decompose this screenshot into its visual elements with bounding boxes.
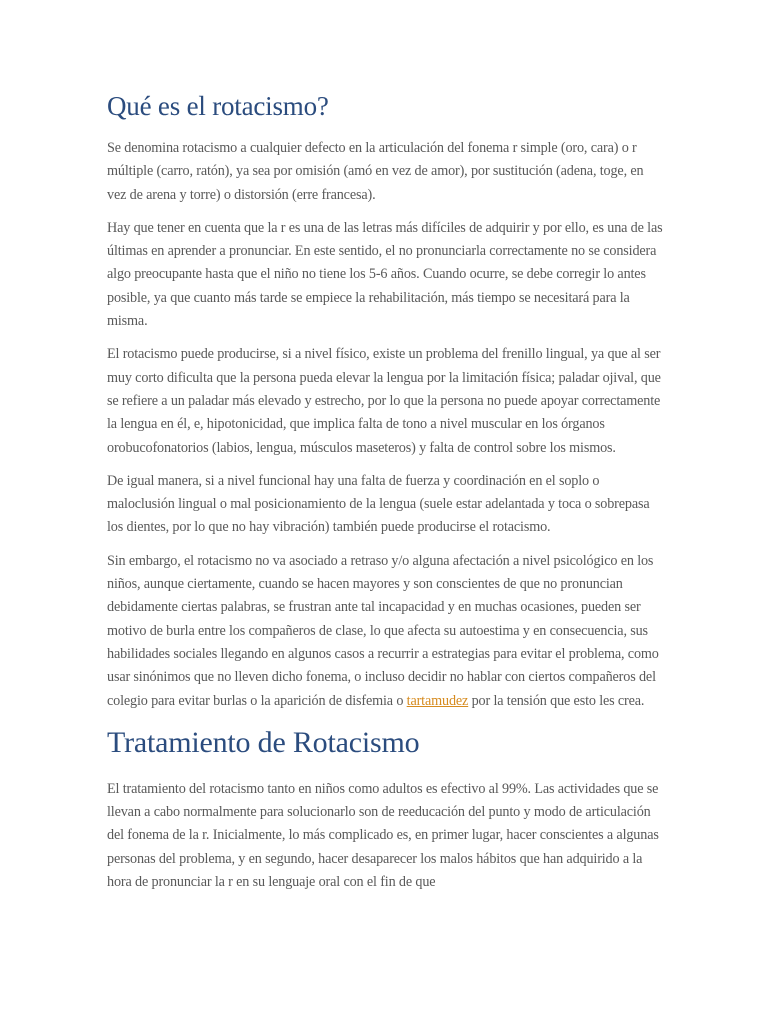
tartamudez-link[interactable]: tartamudez xyxy=(406,692,469,709)
paragraph-definicion: Se denomina rotacismo a cualquier defecto en la articulación del fonema r simple (oro, cara) o r múltiple (carro, ratón), ya sea por omisión (amó en vez de amor), por sustitución (adena, toge, en vez de arena y torre) o distorsión (erre francesa). xyxy=(107,140,644,203)
paragraph-text-before-link: Sin embargo, el rotacismo no va asociado a retraso y/o alguna afectación a nivel psicológico en los niños, aunque ciertamente, cuando se hacen mayores y son conscientes de que no pronuncian debidamente ciertas palabras, se frustran ante tal incapacidad y en muchas ocasiones, pueden ser motivo de burla entre los compañeros de clase, lo que afecta su autoestima y en consecuencia, sus habilidades sociales llegando en algunos casos a recurrir a estrategias para evitar el problema, como usar sinónimos que no lleven dicho fonema, o incluso decidir no hablar con ciertos compañeros del colegio para evitar burlas o la aparición de disfemia o xyxy=(107,552,659,709)
paragraph-efectos-psicologicos xyxy=(107,550,663,713)
document-page xyxy=(107,88,663,904)
paragraph-edad-adquisicion: Hay que tener en cuenta que la r es una de las letras más difíciles de adquirir y por ello, es una de las últimas en aprender a pronunciar. En este sentido, el no pronunciarla correctamente no se considera algo preocupante hasta que el niño no tiene los 5-6 años. Cuando ocurre, se debe corregir lo antes posible, ya que cuanto más tarde se empiece la rehabilitación, más tiempo se necesitará para la misma. xyxy=(107,219,663,330)
paragraph-causas-fisicas: El rotacismo puede producirse, si a nivel físico, existe un problema del frenillo lingual, ya que al ser muy corto dificulta que la persona pueda elevar la lengua por la limitación física; paladar ojival, que se refiere a un paladar más elevado y estrecho, por lo que la persona no puede apoyar correctamente la lengua en él, e, hipotonicidad, que implica falta de tono a nivel muscular en los órganos orobucofonatorios (labios, lengua, músculos maseteros) y falta de control sobre los mismos. xyxy=(107,346,661,456)
paragraph-causas-funcionales: De igual manera, si a nivel funcional hay una falta de fuerza y coordinación en el soplo o maloclusión lingual o mal posicionamiento de la lengua (suele estar adelantada y toca o sobrepasa los dientes, por lo que no hay vibración) también puede producirse el rotacismo. xyxy=(107,472,650,536)
heading-tratamiento: Tratamiento de Rotacismo xyxy=(107,725,420,759)
heading-que-es-rotacismo: Qué es el rotacismo? xyxy=(107,91,329,121)
paragraph-text-after-link: por la tensión que esto les crea. xyxy=(468,692,645,709)
paragraph-tratamiento: El tratamiento del rotacismo tanto en niños como adultos es efectivo al 99%. Las actividades que se llevan a cabo normalmente para solucionarlo son de reeducación del punto y modo de articulación del fonema de la r. Inicialmente, lo más complicado es, en primer lugar, hacer conscientes a algunas personas del problema, y en segundo, hacer desaparecer los malos hábitos que han adquirido a la hora de pronunciar la r en su lenguaje oral con el fin de que xyxy=(107,780,659,891)
